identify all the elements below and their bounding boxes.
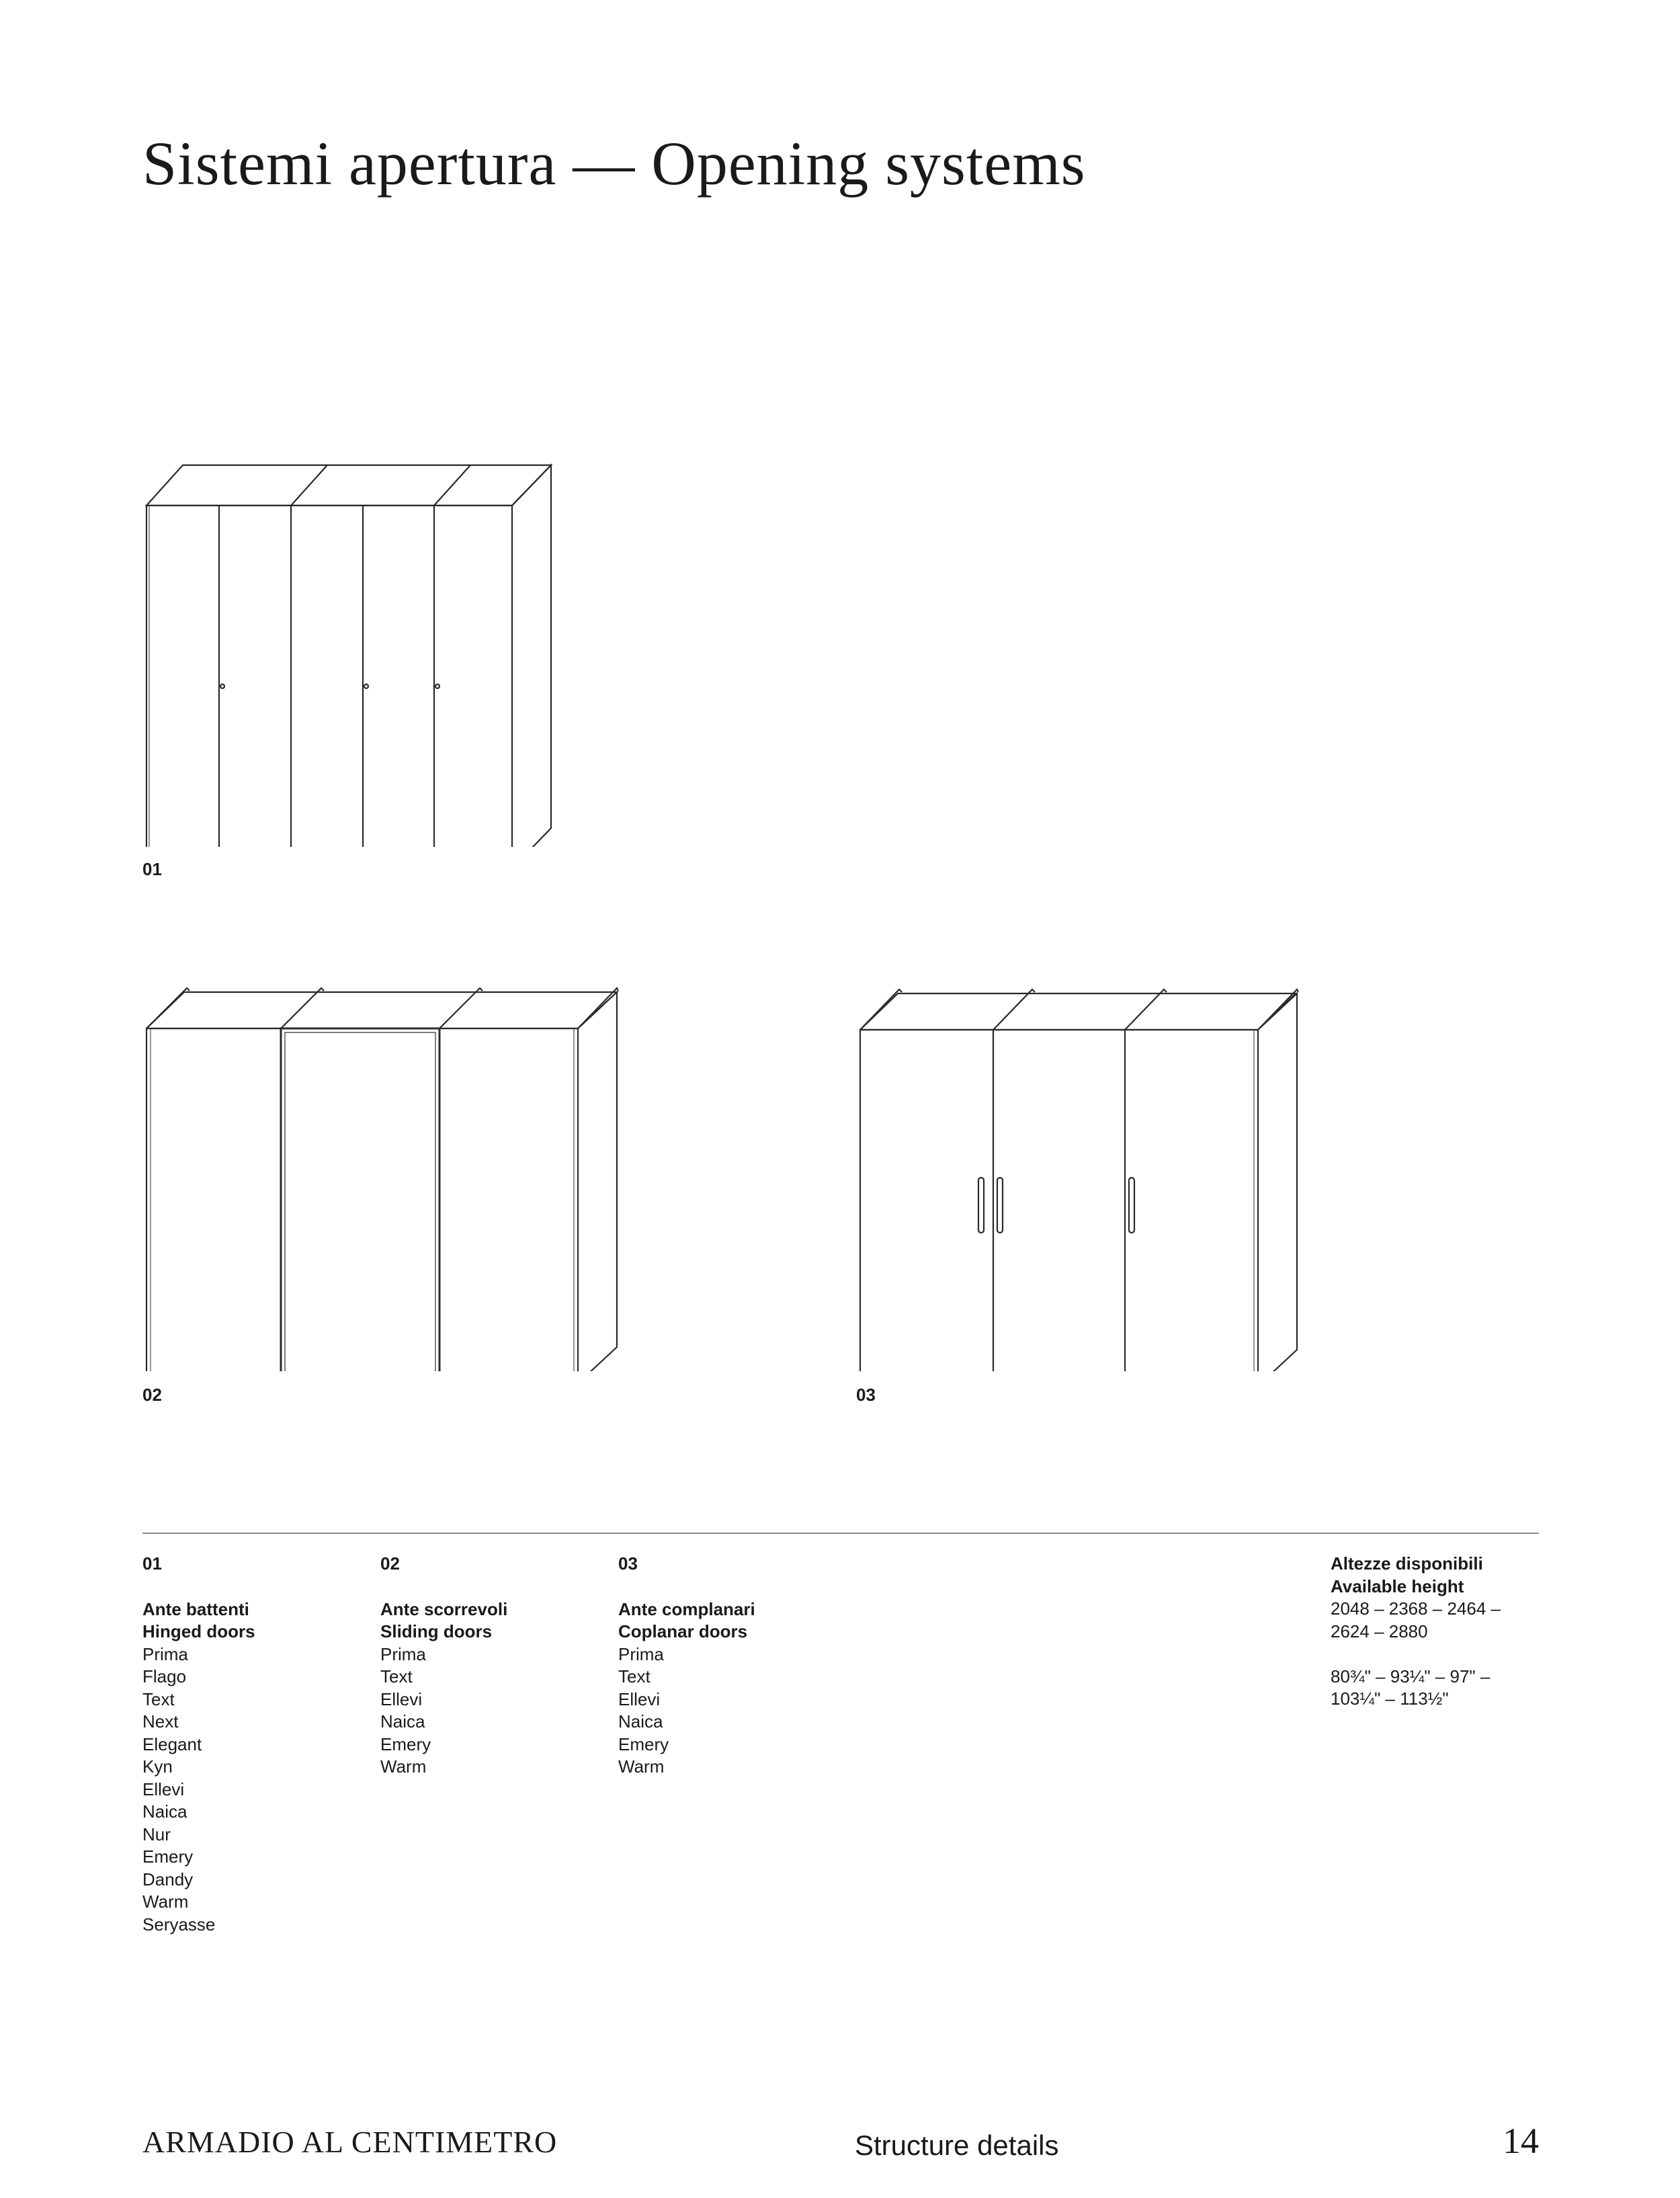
spacer	[1331, 1643, 1501, 1666]
list-item: Prima	[142, 1643, 188, 1664]
column-coplanar-doors	[618, 1553, 755, 1779]
section-divider	[142, 1533, 1539, 1534]
column-title-it: Ante scorrevoli	[380, 1598, 508, 1619]
list-item: Prima	[618, 1643, 664, 1664]
list-item: Emery	[618, 1734, 669, 1754]
heights-in-line-2: 103¼" – 113½"	[1331, 1688, 1449, 1709]
list-item: Warm	[142, 1891, 189, 1912]
wardrobe-coplanar-drawing	[855, 981, 1312, 1371]
heights-title-it: Altezze disponibili	[1331, 1553, 1483, 1574]
figure-label-01: 01	[142, 859, 162, 879]
model-list	[618, 1643, 755, 1779]
heights-mm-line-2: 2624 – 2880	[1331, 1621, 1428, 1641]
list-item: Elegant	[142, 1734, 202, 1754]
list-item: Naica	[618, 1711, 663, 1732]
model-list	[142, 1643, 255, 1937]
model-list	[380, 1643, 507, 1779]
list-item: Next	[142, 1711, 179, 1732]
column-number: 01	[142, 1553, 162, 1574]
column-title-en: Hinged doors	[142, 1621, 255, 1641]
heights-title-en: Available height	[1331, 1576, 1464, 1596]
list-item: Dandy	[142, 1869, 194, 1889]
figure-label-02: 02	[142, 1385, 162, 1405]
list-item: Ellevi	[618, 1688, 661, 1709]
list-item: Emery	[142, 1846, 194, 1867]
page-number: 14	[1503, 2121, 1539, 2161]
list-item: Kyn	[142, 1756, 173, 1777]
column-number: 03	[618, 1553, 638, 1574]
list-item: Prima	[380, 1643, 426, 1664]
list-item: Flago	[142, 1666, 187, 1686]
list-item: Seryasse	[142, 1914, 216, 1935]
column-title-it: Ante battenti	[142, 1598, 249, 1619]
list-item: Naica	[380, 1711, 425, 1732]
available-heights	[1331, 1553, 1501, 1711]
heights-mm-line-1: 2048 – 2368 – 2464 –	[1331, 1598, 1501, 1619]
list-item: Ellevi	[380, 1688, 423, 1709]
column-hinged-doors	[142, 1553, 255, 1936]
column-number: 02	[380, 1553, 400, 1574]
footer-section: Structure details	[855, 2129, 1059, 2161]
figure-label-03: 03	[856, 1385, 876, 1405]
wardrobe-sliding-drawing	[141, 981, 625, 1371]
wardrobe-hinged-drawing	[141, 457, 558, 847]
list-item: Text	[142, 1688, 175, 1709]
list-item: Ellevi	[142, 1779, 185, 1799]
heights-in-line-1: 80¾" – 93¼" – 97" –	[1331, 1666, 1490, 1686]
list-item: Warm	[380, 1756, 427, 1777]
list-item: Text	[618, 1666, 650, 1686]
page-title: Sistemi apertura — Opening systems	[142, 129, 1086, 198]
column-title-en: Coplanar doors	[618, 1621, 748, 1641]
list-item: Text	[380, 1666, 413, 1686]
column-title-it: Ante complanari	[618, 1598, 755, 1619]
column-sliding-doors	[380, 1553, 507, 1779]
column-title-en: Sliding doors	[380, 1621, 493, 1641]
footer-brand: ARMADIO AL CENTIMETRO	[142, 2125, 558, 2159]
list-item: Warm	[618, 1756, 665, 1777]
list-item: Emery	[380, 1734, 431, 1754]
list-item: Naica	[142, 1801, 187, 1822]
list-item: Nur	[142, 1824, 171, 1844]
